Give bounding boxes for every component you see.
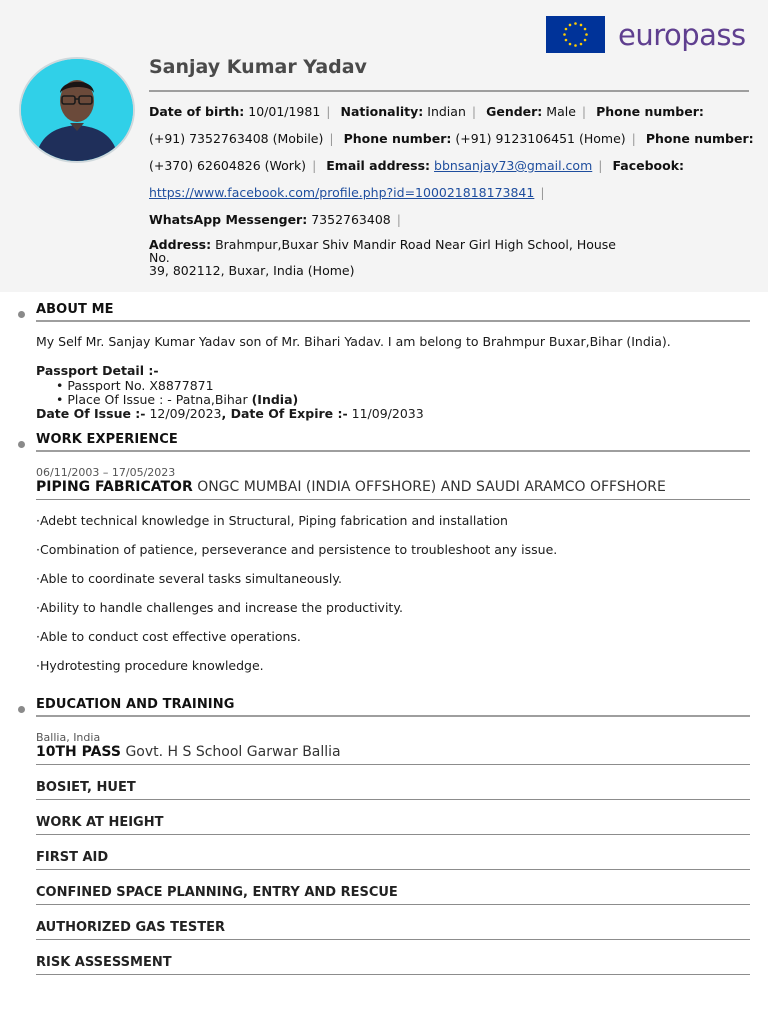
divider [36,834,750,835]
phone-label: Phone number: [645,131,754,146]
address-line-1: Brahmpur,Buxar Shiv Mandir Road Near Girl High School, House No. [149,237,616,265]
work-bullet: ·Ability to handle challenges and increase the productivity. [36,600,403,615]
nationality-label: Nationality: [340,104,424,119]
divider [36,450,750,452]
training-item: RISK ASSESSMENT [36,955,172,970]
place-country: (India) [251,392,299,407]
facebook-label: Facebook: [612,158,685,173]
eu-star-icon [574,22,577,25]
phone-mobile: (+91) 7352763408 (Mobile) [149,131,324,146]
training-item: CONFINED SPACE PLANNING, ENTRY AND RESCUE [36,885,398,900]
eu-star-icon [565,28,568,31]
work-bullet: ·Able to coordinate several tasks simultaneously. [36,571,342,586]
work-section-title: WORK EXPERIENCE [36,432,178,447]
eu-star-icon [563,33,566,36]
email-label: Email address: [326,158,431,173]
avatar [19,57,135,163]
divider [36,869,750,870]
expire-label: , Date Of Expire :- [221,406,348,421]
school: Govt. H S School Garwar Ballia [125,744,341,760]
education-degree [36,744,341,760]
issue-label: Date Of Issue :- [36,406,146,421]
gender-value: Male [546,104,576,119]
issue-date: 12/09/2023 [145,406,222,421]
address-block [149,238,639,277]
degree: 10TH PASS [36,744,121,760]
divider [36,320,750,322]
separator: | [581,104,587,119]
eu-star-icon [565,39,568,42]
employer: ONGC MUMBAI (INDIA OFFSHORE) AND SAUDI ARAMCO OFFSHORE [197,479,666,495]
section-bullet [18,441,25,448]
facebook-link[interactable]: https://www.facebook.com/profile.php?id=100021818173841 [149,185,535,200]
job-title [36,479,666,495]
email-link[interactable]: bbnsanjay73@gmail.com [434,158,593,173]
work-bullet: ·Combination of patience, perseverance and persistence to troubleshoot any issue. [36,542,558,557]
dob-label: Date of birth: [149,104,245,119]
eu-star-icon [569,43,572,46]
separator: | [329,131,334,146]
europass-logo[interactable]: europass [618,18,746,52]
eu-star-icon [585,33,588,36]
passport-number: • Passport No. X8877871 [56,378,214,393]
personal-info-line-5 [149,212,407,227]
divider [36,939,750,940]
position: PIPING FABRICATOR [36,479,193,495]
eu-star-icon [584,39,587,42]
education-section-title: EDUCATION AND TRAINING [36,697,235,712]
personal-info-line-1 [149,104,704,119]
phone-home: (+91) 9123106451 (Home) [455,131,626,146]
phone-label: Phone number: [596,104,704,119]
address-line-2: 39, 802112, Buxar, India (Home) [149,263,355,278]
personal-info-line-4 [149,185,551,200]
expire-date: 11/09/2033 [347,406,424,421]
training-item: FIRST AID [36,850,109,865]
separator: | [631,131,636,146]
divider [149,90,749,92]
whatsapp-label: WhatsApp Messenger: [149,212,308,227]
separator: | [326,104,331,119]
passport-heading: Passport Detail :- [36,363,159,378]
training-item: AUTHORIZED GAS TESTER [36,920,225,935]
personal-info-line-3 [149,158,684,173]
divider [36,499,750,500]
personal-info-line-2 [149,131,754,146]
section-bullet [18,706,25,713]
separator: | [540,185,545,200]
dob-value: 10/01/1981 [248,104,321,119]
eu-star-icon [580,43,583,46]
passport-dates [36,406,424,421]
gender-label: Gender: [486,104,543,119]
place-label: • Place Of Issue : - Patna,Bihar [56,392,252,407]
about-section-title: ABOUT ME [36,302,114,317]
full-name: Sanjay Kumar Yadav [149,56,367,78]
eu-star-icon [574,44,577,47]
nationality-value: Indian [427,104,466,119]
divider [36,715,750,717]
separator: | [312,158,317,173]
work-bullet: ·Able to conduct cost effective operations. [36,629,301,644]
about-intro: My Self Mr. Sanjay Kumar Yadav son of Mr. Bihari Yadav. I am belong to Brahmpur Buxar,Bihar (India). [36,334,671,349]
training-item: BOSIET, HUET [36,780,136,795]
divider [36,799,750,800]
address-label: Address: [149,237,212,252]
education-location: Ballia, India [36,731,101,744]
whatsapp-value: 7352763408 [311,212,391,227]
separator: | [396,212,401,227]
training-item: WORK AT HEIGHT [36,815,164,830]
divider [36,904,750,905]
separator: | [471,104,477,119]
phone-work: (+370) 62604826 (Work) [149,158,307,173]
separator: | [598,158,603,173]
eu-flag-icon [546,16,605,53]
section-bullet [18,311,25,318]
phone-label: Phone number: [343,131,452,146]
divider [36,764,750,765]
work-bullet: ·Hydrotesting procedure knowledge. [36,658,264,673]
passport-place [56,392,298,407]
divider [36,974,750,975]
eu-star-icon [584,28,587,31]
eu-star-icon [569,24,572,27]
eu-star-icon [580,24,583,27]
profile-header [0,0,768,292]
work-bullet: ·Adebt technical knowledge in Structural, Piping fabrication and installation [36,513,508,528]
work-dates: 06/11/2003 – 17/05/2023 [36,466,176,479]
